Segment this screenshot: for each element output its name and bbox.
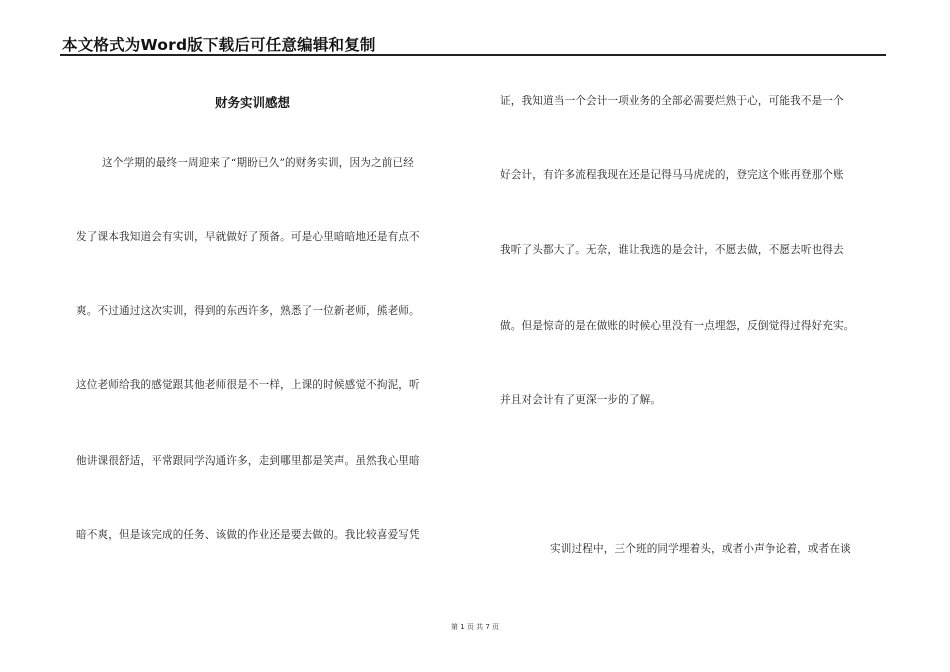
document-banner: 本文格式为Word版下载后可任意编辑和复制 xyxy=(62,36,376,54)
left-paragraph-line: 这个学期的最终一周迎来了“期盼已久”的财务实训，因为之前已经 xyxy=(102,157,414,169)
left-paragraph-line: 这位老师给我的感觉跟其他老师很是不一样，上课的时候感觉不拘泥，听 xyxy=(76,379,420,391)
right-paragraph-line: 好会计，有许多流程我现在还是记得马马虎虎的，登完这个账再登那个账 xyxy=(500,169,844,181)
right-paragraph-line: 我听了头都大了。无奈，谁让我选的是会计，不愿去做，不愿去听也得去 xyxy=(500,244,844,256)
page-number: 第 1 页 共 7 页 xyxy=(450,623,500,631)
left-paragraph-line: 暗不爽，但是该完成的任务、该做的作业还是要去做的。我比较喜爱写凭 xyxy=(76,529,420,541)
document-title: 财务实训感想 xyxy=(215,95,291,110)
right-paragraph-line: 做。但是惊奇的是在做账的时候心里没有一点埋怨，反倒觉得过得好充实。 xyxy=(500,320,855,332)
right-paragraph-line: 证，我知道当一个会计一项业务的全部必需要烂熟于心，可能我不是一个 xyxy=(500,95,844,107)
left-paragraph-line: 爽。不过通过这次实训，得到的东西许多，熟悉了一位新老师，熊老师。 xyxy=(76,305,420,317)
banner-divider xyxy=(60,54,886,56)
right-paragraph-line: 并且对会计有了更深一步的了解。 xyxy=(500,394,662,406)
right-paragraph-line: 实训过程中，三个班的同学埋着头，或者小声争论着，或者在谈 xyxy=(550,543,851,555)
left-paragraph-line: 发了课本我知道会有实训，早就做好了预备。可是心里暗暗地还是有点不 xyxy=(76,231,420,243)
left-paragraph-line: 他讲课很舒适，平常跟同学沟通许多，走到哪里都是笑声。虽然我心里暗 xyxy=(76,455,420,467)
